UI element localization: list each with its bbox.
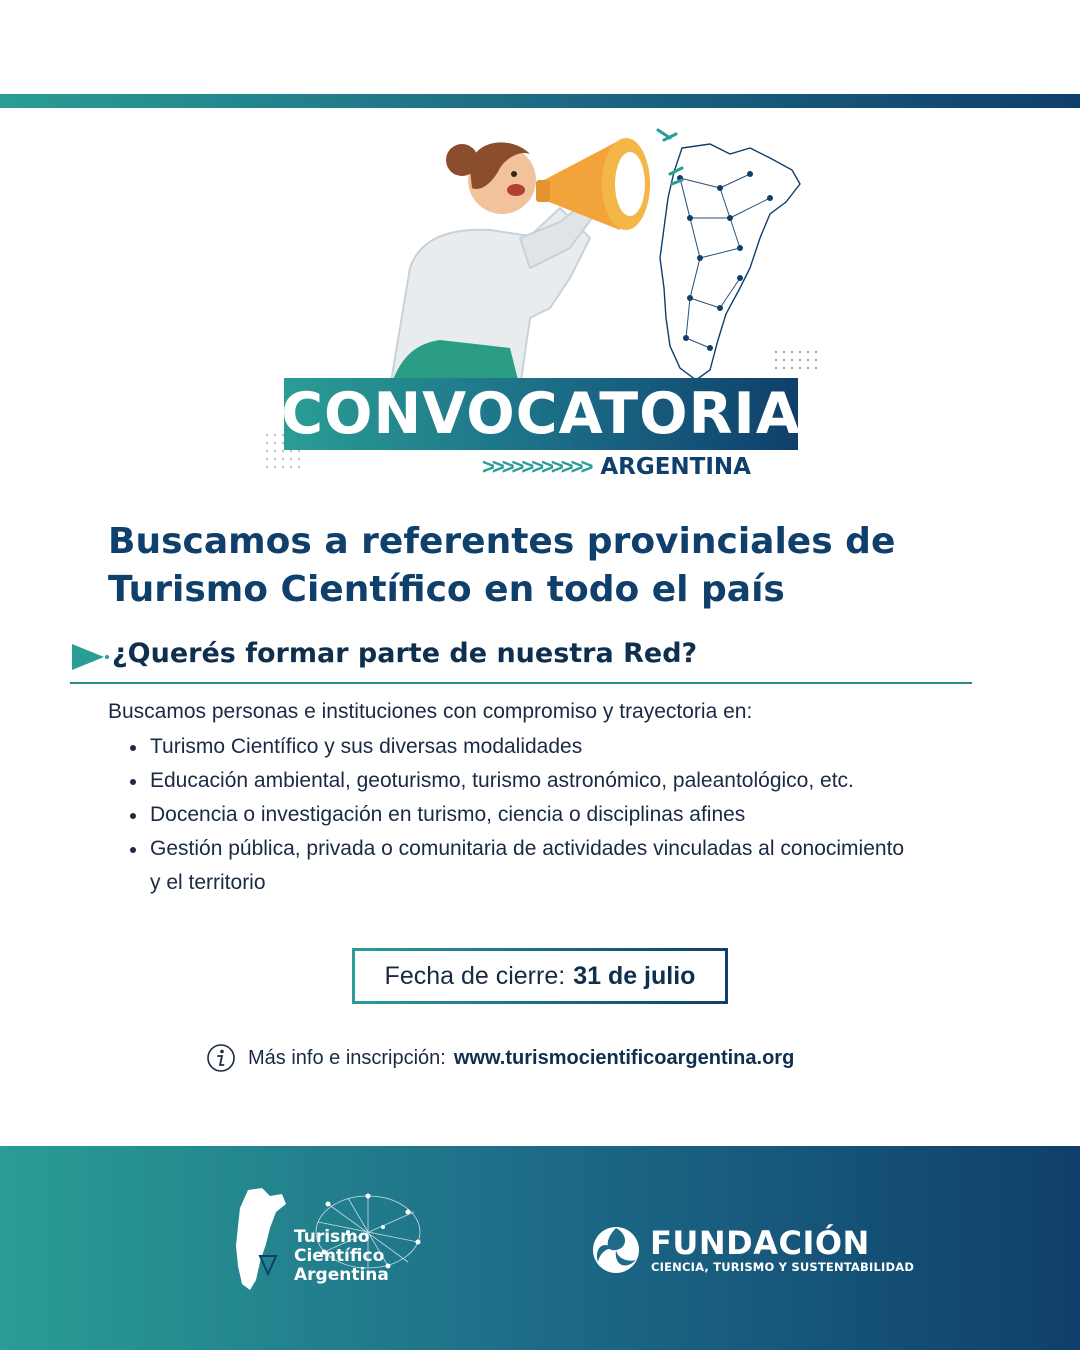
logo1-line-3: Argentina — [294, 1265, 389, 1285]
turismo-cientifico-wordmark — [294, 1228, 389, 1285]
criteria-list — [128, 730, 988, 900]
fundacion-name: FUNDACIÓN — [650, 1224, 870, 1262]
play-arrow-icon — [70, 642, 110, 672]
megaphone-woman-illustration — [330, 118, 850, 388]
list-item: Gestión pública, privada o comunitaria de actividades vinculadas al conocimiento y el territorio — [128, 832, 910, 900]
logo1-line-2: Científico — [294, 1246, 385, 1266]
info-url-link[interactable]: www.turismocientificoargentina.org — [453, 1046, 795, 1069]
info-line — [206, 1040, 906, 1076]
footer-band — [0, 1146, 1080, 1350]
deadline-date: 31 de julio — [573, 961, 696, 990]
top-accent-bar — [0, 94, 1080, 108]
headline — [108, 518, 988, 614]
list-item: Educación ambiental, geoturismo, turismo astronómico, paleantológico, etc. — [128, 764, 988, 798]
banner-subtitle: ARGENTINA — [600, 454, 751, 480]
banner-subtitle-row — [482, 452, 802, 482]
convocatoria-banner — [281, 378, 801, 450]
question-heading: ¿Querés formar parte de nuestra Red? — [112, 638, 698, 669]
chevron-right-icon: >>>>>>>>>>> — [482, 454, 591, 479]
list-item: Turismo Científico y sus diversas modalidades — [128, 730, 988, 764]
info-icon — [206, 1043, 236, 1073]
fundacion-tagline: CIENCIA, TURISMO Y SUSTENTABILIDAD — [651, 1260, 915, 1274]
headline-line-1: Buscamos a referentes provinciales de — [108, 521, 896, 562]
question-section — [70, 636, 972, 684]
deadline-box — [352, 948, 728, 1004]
deadline-label: Fecha de cierre: — [384, 961, 566, 990]
info-label: Más info e inscripción: — [248, 1046, 446, 1069]
fundacion-swirl-icon — [592, 1226, 640, 1274]
banner-title: CONVOCATORIA — [281, 381, 801, 447]
intro-text: Buscamos personas e instituciones con compromiso y trayectoria en: — [108, 700, 753, 723]
list-item: Docencia o investigación en turismo, ciencia o disciplinas afines — [128, 798, 988, 832]
headline-line-2: Turismo Científico en todo el país — [108, 569, 785, 610]
logo1-line-1: Turismo — [294, 1227, 370, 1247]
